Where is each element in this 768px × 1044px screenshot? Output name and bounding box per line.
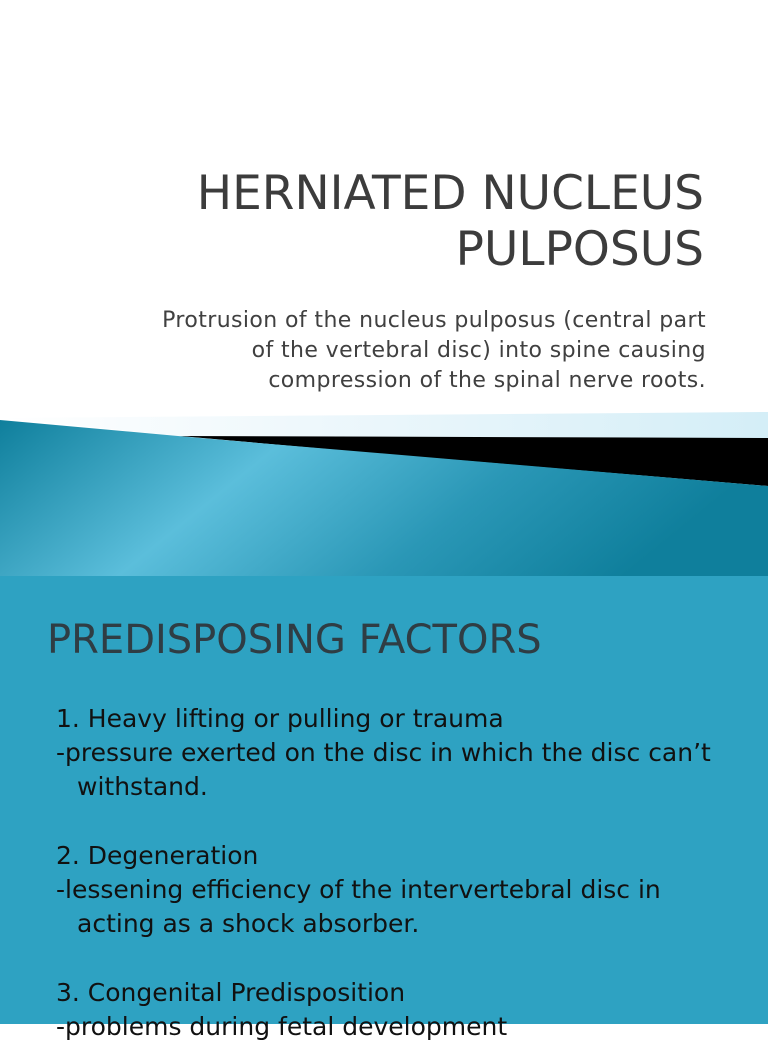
factor-item-2 [56, 839, 746, 941]
decorative-band [0, 412, 768, 576]
subtitle-line-2: of the vertebral disc) into spine causing [251, 338, 706, 363]
factor-item-1 [56, 702, 746, 804]
slide-title [64, 166, 704, 278]
title-line-2: PULPOSUS [455, 222, 704, 277]
title-line-1: HERNIATED NUCLEUS [196, 166, 704, 221]
factor-title: 2. Degeneration [56, 841, 259, 870]
slide-subtitle [46, 306, 706, 396]
factor-description: -problems during fetal development [56, 1012, 508, 1041]
factors-heading: PREDISPOSING FACTORS [47, 617, 542, 663]
factor-description: -pressure exerted on the disc in which the disc can’t withstand. [56, 738, 711, 801]
factors-slide [0, 576, 768, 1041]
factor-description: -lessening efficiency of the intervertebral disc in acting as a shock absorber. [56, 875, 661, 938]
factor-title: 1. Heavy lifting or pulling or trauma [56, 704, 504, 733]
factor-title: 3. Congenital Predisposition [56, 978, 406, 1007]
subtitle-line-3: compression of the spinal nerve roots. [268, 368, 706, 393]
subtitle-line-1: Protrusion of the nucleus pulposus (central part [162, 308, 706, 333]
factor-item-3 [56, 976, 746, 1044]
